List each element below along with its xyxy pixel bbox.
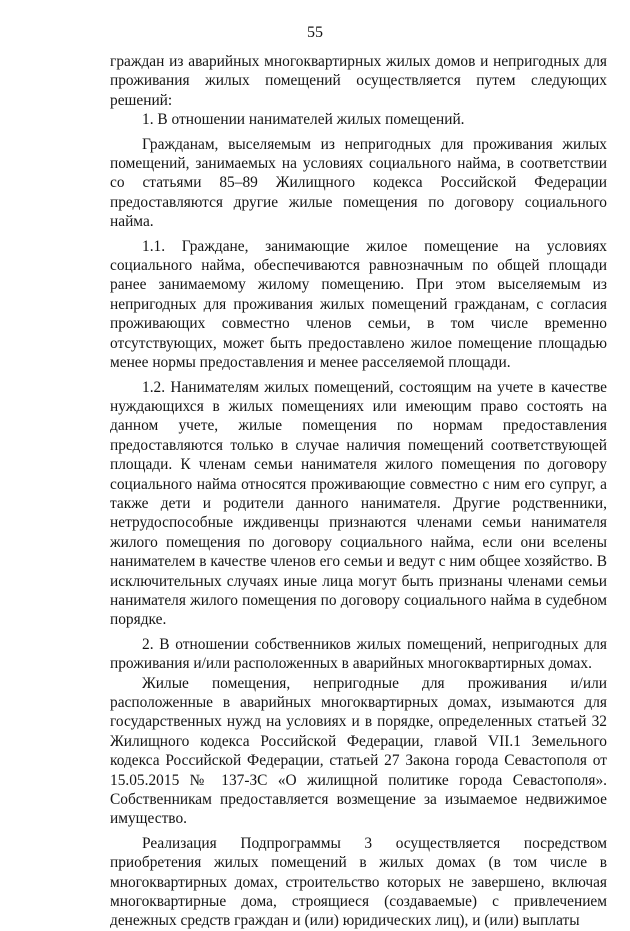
page-number: 55 [307, 24, 323, 41]
paragraph-owners: Жилые помещения, непригодные для проживания и/или расположенные в аварийных многоквартирных домах, изымаются для государственных нужд на условиях и в порядке, определенных статьей 32 Жилищного кодекса Российской Федерации, главой VII.1 Земельного кодекса Российской Федерации, статьей 27 Закона города Севастополя от 15.05.2015 № 137-ЗС «О жилищной политике города Севастополя». Собственникам предоставляется возмещение за изымаемое недвижимое имущество. [110, 674, 607, 828]
paragraph-social-tenancy: Гражданам, выселяемым из непригодных для проживания жилых помещений, занимаемых на условиях социального найма, в соответствии со статьями 85–89 Жилищного кодекса Российской Федерации предоставляются другие жилые помещения по договору социального найма. [110, 135, 607, 231]
paragraph-1-2: 1.2. Нанимателям жилых помещений, состоящим на учете в качестве нуждающихся в жилых помещениях или имеющим право состоять на данном учете, жилые помещения по нормам предоставления предоставляются только в случае наличия помещений соответствующей площади. К членам семьи нанимателя жилого помещения по договору социального найма относятся проживающие совместно с ним его супруг, а также дети и родители данного нанимателя. Другие родственники, нетрудоспособные иждивенцы признаются членами семьи нанимателя жилого помещения по договору социального найма, если они вселены нанимателем в качестве членов его семьи и ведут с ним общее хозяйство. В исключительных случаях иные лица могут быть признаны членами семьи нанимателя жилого помещения по договору социального найма в судебном порядке. [110, 378, 607, 629]
paragraph-subprogram-3: Реализация Подпрограммы 3 осуществляется посредством приобретения жилых помещений в жилых домах (в том числе в многоквартирных домах, строительство которых не завершено, включая многоквартирные дома, строящиеся (создаваемые) с привлечением денежных средств граждан и (или) юридических лиц), и (или) выплаты [110, 834, 607, 930]
paragraph-section-1-heading: 1. В отношении нанимателей жилых помещений. [142, 111, 465, 129]
paragraph-continuation: граждан из аварийных многоквартирных жилых домов и непригодных для проживания жилых помещений осуществляется путем следующих решений: [110, 53, 607, 109]
paragraph-section-2-heading: 2. В отношении собственников жилых помещений, непригодных для проживания и/или расположенных в аварийных многоквартирных домах. [110, 635, 607, 673]
document-body [110, 52, 607, 931]
paragraph-1-1: 1.1. Граждане, занимающие жилое помещение на условиях социального найма, обеспечиваются равнозначным по общей площади ранее занимаемому жилому помещению. При этом выселяемым из непригодных для проживания жилых помещений гражданам, с согласия проживающих совместно членов семьи, в том числе временно отсутствующих, может быть предоставлено жилое помещение площадью менее нормы предоставления и менее расселяемой площади. [110, 237, 607, 372]
